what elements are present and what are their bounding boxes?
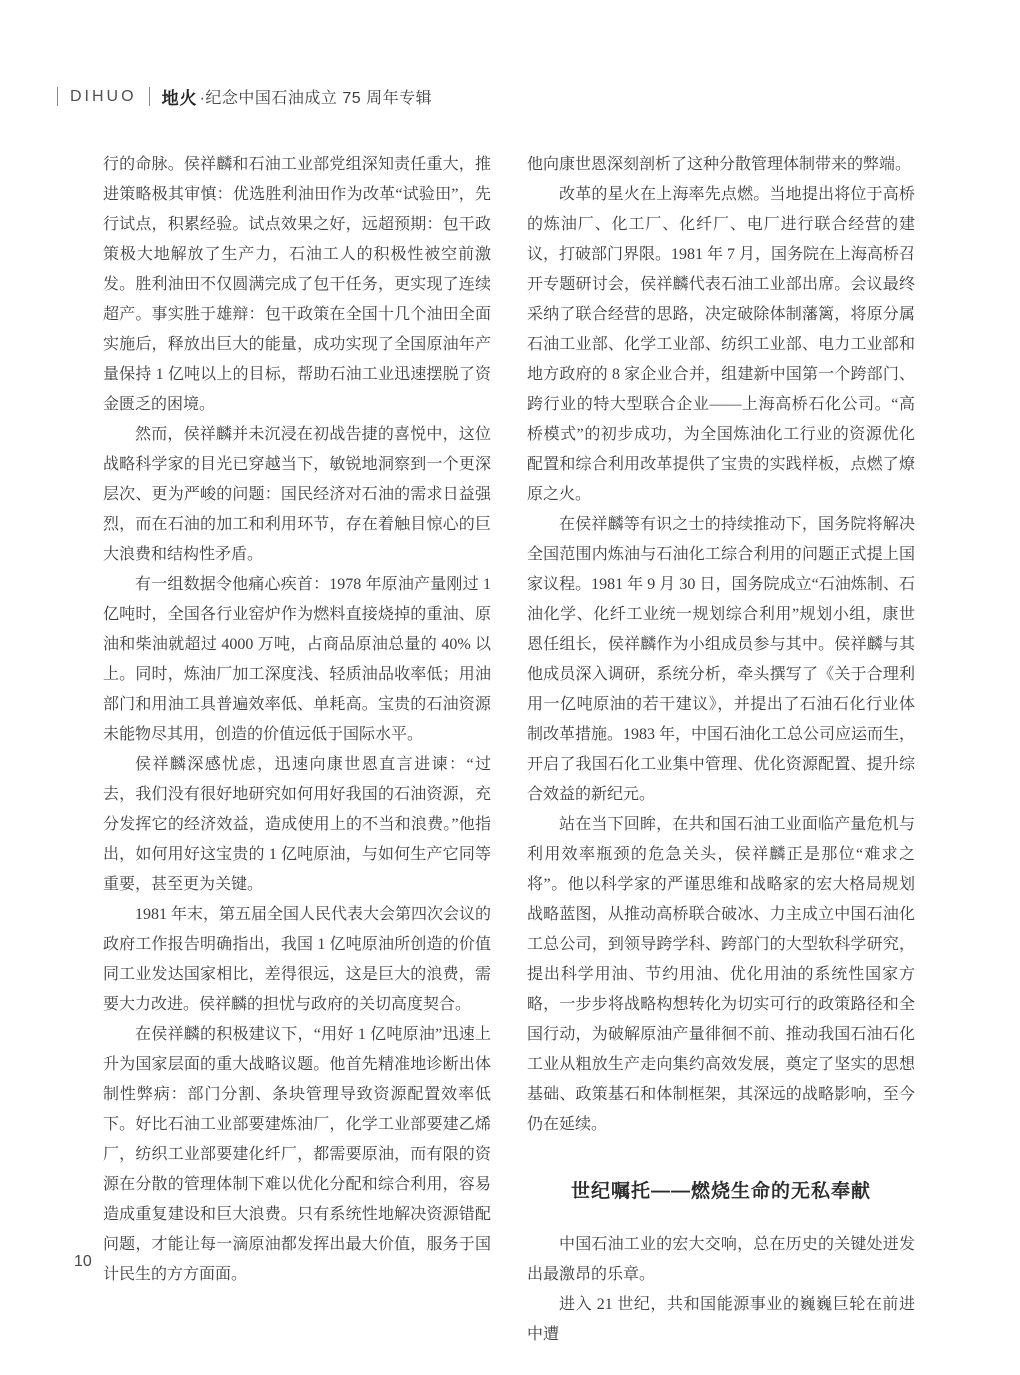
body-paragraph: 1981 年末，第五届全国人民代表大会第四次会议的政府工作报告明确指出，我国 1 亿吨原油所创造的价值同工业发达国家相比，差得很远，这是巨大的浪费，需要大力改进。侯祥麟的担忧与政府的关切高度契合。 (103, 906, 492, 1013)
left-column (103, 150, 491, 1350)
header-divider-bar (57, 87, 58, 106)
body-paragraph: 在侯祥麟等有识之士的持续推动下，国务院将解决全国范围内炼油与石油化工综合利用的问题正式提上国家议程。1981 年 9 月 30 日，国务院成立“石油炼制、石油化学、化纤工业统一规划综合利用”规划小组，康世恩任组长，侯祥麟作为小组成员参与其中。侯祥麟与其他成员深入调研，系统分析，牵头撰写了《关于合理利用一亿吨原油的若干建议》，并提出了石油石化行业体制改革措施。1983 年，中国石油化工总公司应运而生，开启了我国石化工业集中管理、优化资源配置、提升综合效益的新纪元。 (527, 516, 916, 803)
body-paragraph: 站在当下回眸，在共和国石油工业面临产量危机与利用效率瓶颈的危急关头，侯祥麟正是那位“难求之将”。他以科学家的严谨思维和战略家的宏大格局规划战略蓝图，从推动高桥联合破冰、力主成立中国石油化工总公司，到领导跨学科、跨部门的大型软科学研究，提出科学用油、节约用油、优化用油的系统性国家方略，一步步将战略构想转化为切实可行的政策路径和全国行动，为破解原油产量徘徊不前、推动我国石油石化工业从粗放生产走向集约高效发展，奠定了坚实的思想基础、政策基石和体制框架，其深远的战略影响，至今仍在延续。 (527, 816, 915, 1133)
section-heading: 世纪嘱托——燃烧生命的无私奉献 (570, 1181, 871, 1202)
running-head (57, 84, 432, 109)
article-body (103, 150, 915, 1350)
body-paragraph: 中国石油工业的宏大交响，总在历史的关键处迸发出最激昂的乐章。 (527, 1236, 915, 1283)
right-column (527, 150, 915, 1350)
page-number: 10 (74, 1253, 92, 1270)
journal-abbr: DIHUO (70, 87, 137, 105)
body-paragraph: 在侯祥麟的积极建议下，“用好 1 亿吨原油”迅速上升为国家层面的重大战略议题。他首先精准地诊断出体制性弊病：部门分割、条块管理导致资源配置效率低下。好比石油工业部要建炼油厂，化学工业部要建乙烯厂，纺织工业部要建化纤厂，都需要原油，而有限的资源在分散的管理体制下难以优化分配和综合利用，容易造成重复建设和巨大浪费。只有系统性地解决资源错配问题，才能让每一滴原油都发挥出最大价值，服务于国计民生的方方面面。 (103, 1026, 491, 1283)
body-paragraph: 改革的星火在上海率先点燃。当地提出将位于高桥的炼油厂、化工厂、化纤厂、电厂进行联合经营的建议，打破部门界限。1981 年 7 月，国务院在上海高桥召开专题研讨会，侯祥麟代表石油工业部出席。会议最终采纳了联合经营的思路，决定破除体制藩篱，将原分属石油工业部、化学工业部、纺织工业部、电力工业部和地方政府的 8 家企业合并，组建新中国第一个跨部门、跨行业的特大型联合企业——上海高桥石化公司。“高桥模式”的初步成功，为全国炼油化工行业的资源优化配置和综合利用改革提供了宝贵的实践样板，点燃了燎原之火。 (527, 186, 916, 503)
header-divider-bar (149, 87, 150, 106)
body-paragraph: 侯祥麟深感忧虑，迅速向康世恩直言进谏：“过去，我们没有很好地研究如何用好我国的石油资源，充分发挥它的经济效益，造成使用上的不当和浪费。”他指出，如何用好这宝贵的 1 亿吨原油，与如何生产它同等重要，甚至更为关键。 (103, 756, 491, 893)
body-paragraph: 他向康世恩深刻剖析了这种分散管理体制带来的弊端。 (527, 156, 912, 173)
body-paragraph: 有一组数据令他痛心疾首：1978 年原油产量刚过 1 亿吨时，全国各行业窑炉作为燃料直接烧掉的重油、原油和柴油就超过 4000 万吨，占商品原油总量的 40% 以上。同时，炼油厂加工深度浅、轻质油品收率低；用油部门和用油工具普遍效率低、单耗高。宝贵的石油资源未能物尽其用，创造的价值远低于国际水平。 (103, 576, 491, 743)
body-paragraph: 行的命脉。侯祥麟和石油工业部党组深知责任重大，推进策略极其审慎：优选胜利油田作为改革“试验田”，先行试点，积累经验。试点效果之好，远超预期：包干政策极大地解放了生产力，石油工人的积极性被空前激发。胜利油田不仅圆满完成了包干任务，更实现了连续超产。事实胜于雄辩：包干政策在全国十几个油田全面实施后，释放出巨大的能量，成功实现了全国原油年产量保持 1 亿吨以上的目标，帮助石油工业迅速摆脱了资金匮乏的困境。 (103, 156, 491, 413)
body-paragraph: 进入 21 世纪，共和国能源事业的巍巍巨轮在前进中遭 (527, 1296, 915, 1343)
issue-title: ·纪念中国石油成立 75 周年专辑 (199, 90, 433, 107)
journal-name: 地火 (161, 89, 198, 108)
body-paragraph: 然而，侯祥麟并未沉浸在初战告捷的喜悦中，这位战略科学家的目光已穿越当下，敏锐地洞察到一个更深层次、更为严峻的问题：国民经济对石油的需求日益强烈，而在石油的加工和利用环节，存在着触目惊心的巨大浪费和结构性矛盾。 (103, 426, 491, 563)
